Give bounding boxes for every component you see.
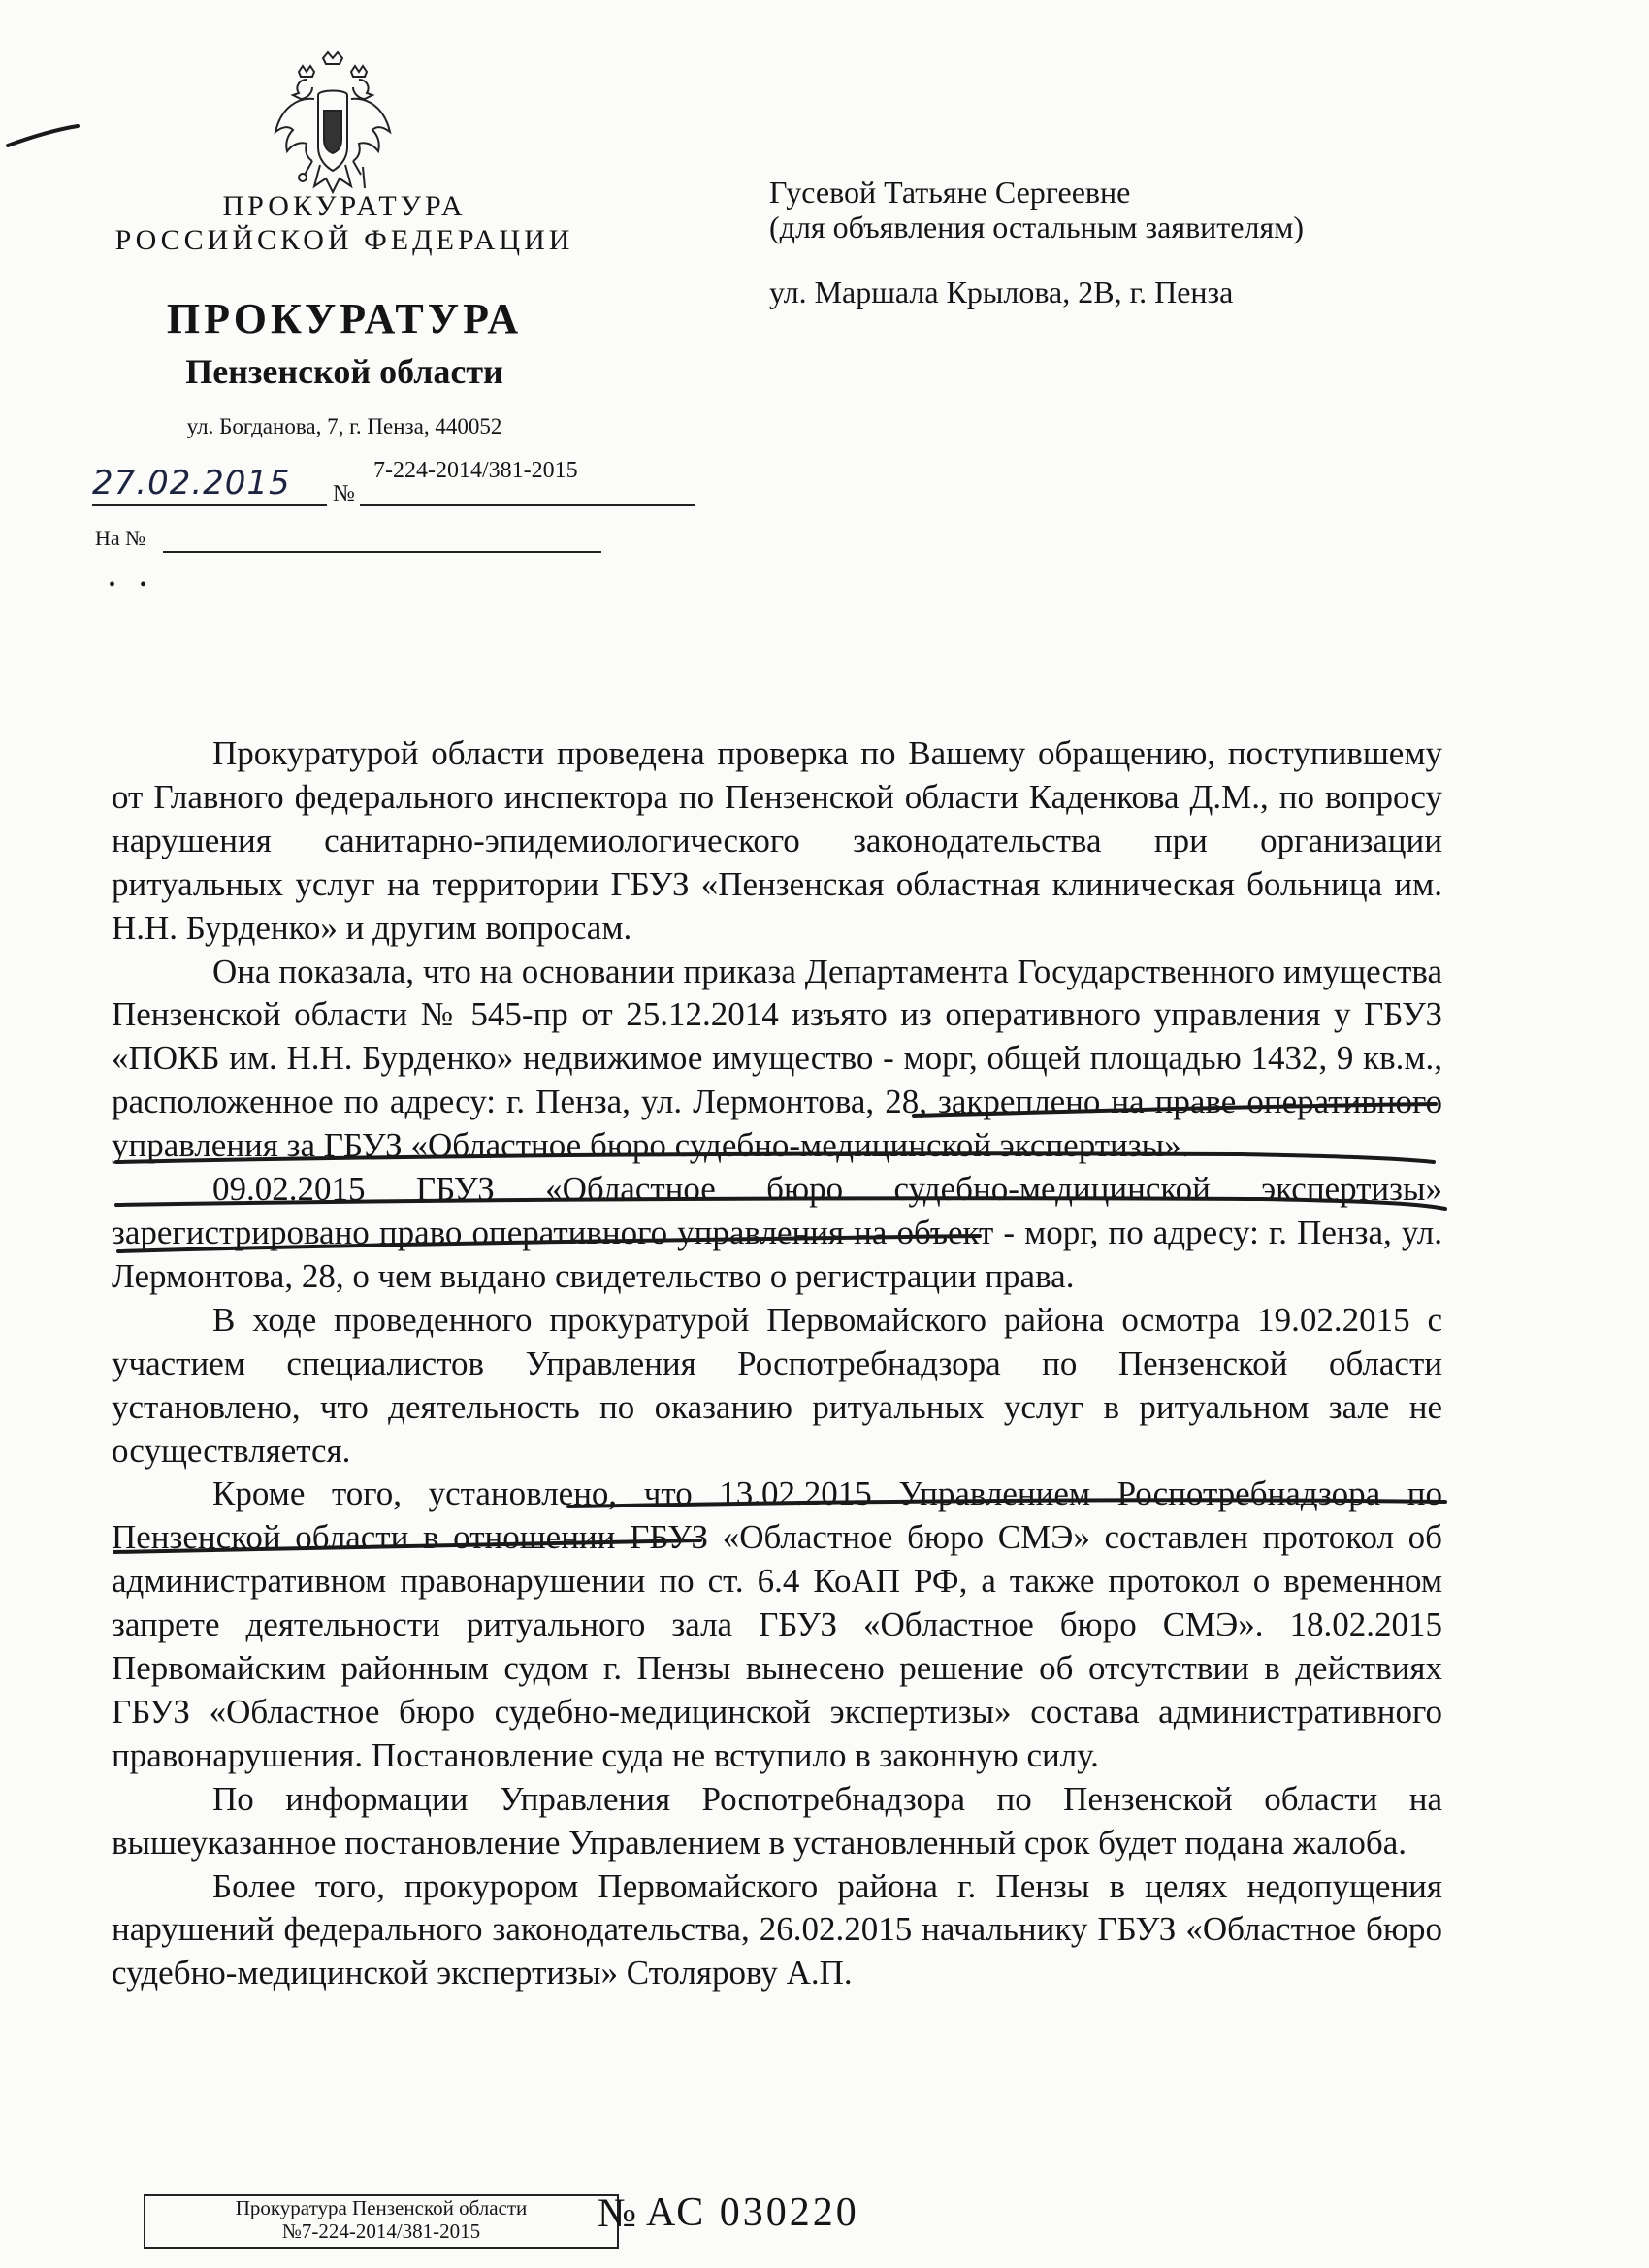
number-underline	[360, 504, 695, 506]
paragraph-4: В ходе проведенного прокуратурой Первомайского района осмотра 19.02.2015 с участием специалистов Управления Роспотребнадзора по Пензенской области установлено, что деятельность по оказанию ритуальных услуг в ритуальном зале не осуществляется.	[112, 1300, 1442, 1470]
paragraph-3: 09.02.2015 ГБУЗ «Областное бюро судебно-медицинской экспертизы» зарегистрировано право оперативного управления на объект - морг, по адресу: г. Пенза, ул. Лермонтова, 28, о чем выдано свидетельство о регистрации права.	[112, 1170, 1442, 1295]
registry-stamp-box	[144, 2194, 619, 2249]
paragraph-7: Более того, прокурором Первомайского района г. Пензы в целях недопущения нарушений федерального законодательства, 26.02.2015 начальнику ГБУЗ «Областное бюро судебно-медицинской экспертизы» Столярову А.П.	[112, 1866, 1442, 1993]
header-line-2: РОССИЙСКОЙ ФЕДЕРАЦИИ	[114, 224, 574, 256]
paragraph-1: Прокуратурой области проведена проверка по Вашему обращению, поступившему от Главного федерального инспектора по Пензенской области Каденкова Д.М., по вопросу нарушения санитарно-эпидемиологического законодательства при организации ритуальных услуг на территории ГБУЗ «Пензенская областная клиническая больница им. Н.Н. Бурденко» и другим вопросам.	[112, 734, 1442, 947]
org-title: ПРОКУРАТУРА	[166, 295, 523, 342]
stamp-org: Прокуратура Пензенской области	[235, 2196, 528, 2219]
date-underline	[92, 504, 327, 506]
number-sign: №	[333, 481, 355, 506]
handwritten-date: 27.02.2015	[92, 464, 291, 502]
reference-underline	[163, 551, 601, 553]
pen-scratch	[8, 126, 78, 146]
addressee-name: Гусевой Татьяне Сергеевне	[769, 175, 1131, 210]
addressee-note: (для объявления остальным заявителям)	[769, 210, 1305, 244]
form-number-sign: №	[598, 2191, 637, 2236]
paragraph-5: Кроме того, установлено, что 13.02.2015 Управлением Роспотребнадзора по Пензенской области в отношении ГБУЗ «Областное бюро СМЭ» составлен протокол об административном правонарушении по ст. 6.4 КоАП РФ, а также протокол о временном запрете деятельности ритуального зала ГБУЗ «Областное бюро СМЭ». 18.02.2015 Первомайским районным судом г. Пензы вынесено решение об отсутствии в действиях ГБУЗ «Областное бюро судебно-медицинской экспертизы» состава административного правонарушения. Постановление суда не вступило в законную силу.	[112, 1474, 1442, 1774]
outgoing-number: 7-224-2014/381-2015	[373, 458, 578, 483]
paragraph-6: По информации Управления Роспотребнадзора по Пензенской области на вышеуказанное постановление Управлением в установленный срок будет подана жалоба.	[112, 1779, 1442, 1862]
stamp-number: №7-224-2014/381-2015	[281, 2219, 481, 2243]
reference-row	[95, 522, 609, 561]
form-series-number: АС 030220	[646, 2190, 859, 2235]
org-address: ул. Богданова, 7, г. Пенза, 440052	[186, 414, 502, 438]
paragraph-2: Она показала, что на основании приказа Департамента Государственного имущества Пензенской области № 545-пр от 25.12.2014 изъято из оперативного управления у ГБУЗ «ПОКБ им. Н.Н. Бурденко» недвижимое имущество - морг, общей площадью 1432, 9 кв.м., расположенное по адресу: г. Пенза, ул. Лермонтова, 28, закреплено на праве оперативного управления за ГБУЗ «Областное бюро судебно-медицинской экспертизы».	[112, 952, 1442, 1165]
org-region: Пензенской области	[185, 352, 503, 391]
scan-specks: • •	[109, 574, 157, 596]
header-line-1: ПРОКУРАТУРА	[222, 190, 467, 222]
letter-body	[112, 732, 1442, 1995]
double-headed-eagle-emblem-icon	[270, 50, 396, 196]
reference-label: На №	[95, 526, 146, 550]
addressee-street: ул. Маршала Крылова, 2В, г. Пенза	[769, 275, 1234, 309]
addressee-block	[769, 175, 1448, 244]
date-number-row	[92, 458, 616, 512]
